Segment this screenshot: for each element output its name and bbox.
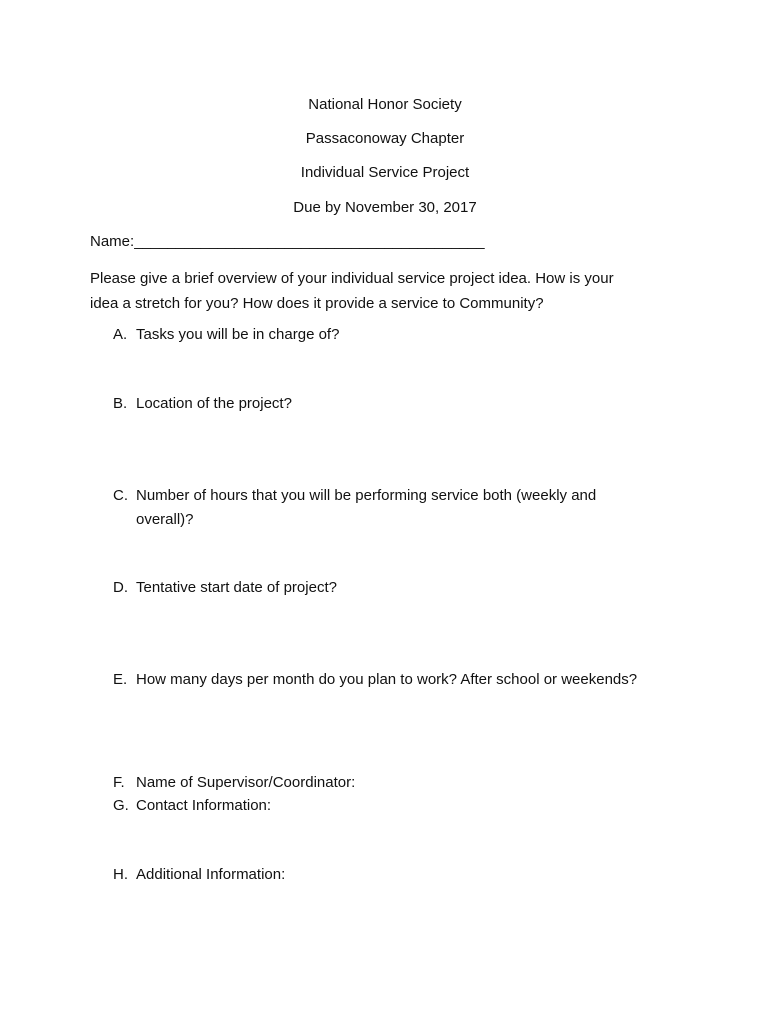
question-text-continued: overall)? bbox=[136, 511, 194, 528]
project-title: Individual Service Project bbox=[300, 164, 470, 181]
organization-title: National Honor Society bbox=[308, 96, 462, 113]
question-text: Name of Supervisor/Coordinator: bbox=[136, 774, 356, 791]
question-letter: H. bbox=[113, 866, 128, 883]
question-letter: C. bbox=[113, 487, 128, 504]
question-c bbox=[113, 487, 693, 529]
question-f bbox=[113, 774, 693, 792]
question-text: Tentative start date of project? bbox=[136, 579, 337, 596]
overview-line-1: Please give a brief overview of your individual service project idea. How is your bbox=[90, 270, 614, 287]
question-e bbox=[113, 671, 693, 689]
question-letter: B. bbox=[113, 395, 128, 412]
chapter-title: Passaconoway Chapter bbox=[305, 130, 465, 147]
due-date: Due by November 30, 2017 bbox=[293, 199, 477, 216]
question-text: Contact Information: bbox=[136, 797, 272, 814]
question-text: Additional Information: bbox=[136, 866, 286, 883]
question-text: Tasks you will be in charge of? bbox=[136, 326, 340, 343]
overview-prompt bbox=[90, 266, 700, 316]
question-text: How many days per month do you plan to work? After school or weekends? bbox=[136, 671, 638, 688]
name-blank: __________________________________________ bbox=[134, 233, 485, 250]
question-letter: D. bbox=[113, 579, 128, 596]
question-h bbox=[113, 866, 693, 884]
question-text: Number of hours that you will be performing service both (weekly and bbox=[136, 487, 597, 504]
overview-line-2: idea a stretch for you? How does it provide a service to Community? bbox=[90, 295, 544, 312]
question-letter: A. bbox=[113, 326, 128, 343]
name-label: Name: bbox=[90, 233, 135, 250]
question-d bbox=[113, 579, 693, 597]
name-field bbox=[90, 233, 485, 251]
question-b bbox=[113, 395, 693, 413]
question-letter: E. bbox=[113, 671, 128, 688]
question-g bbox=[113, 797, 693, 815]
question-a bbox=[113, 326, 693, 344]
question-text: Location of the project? bbox=[136, 395, 292, 412]
question-letter: F. bbox=[113, 774, 125, 791]
question-letter: G. bbox=[113, 797, 129, 814]
